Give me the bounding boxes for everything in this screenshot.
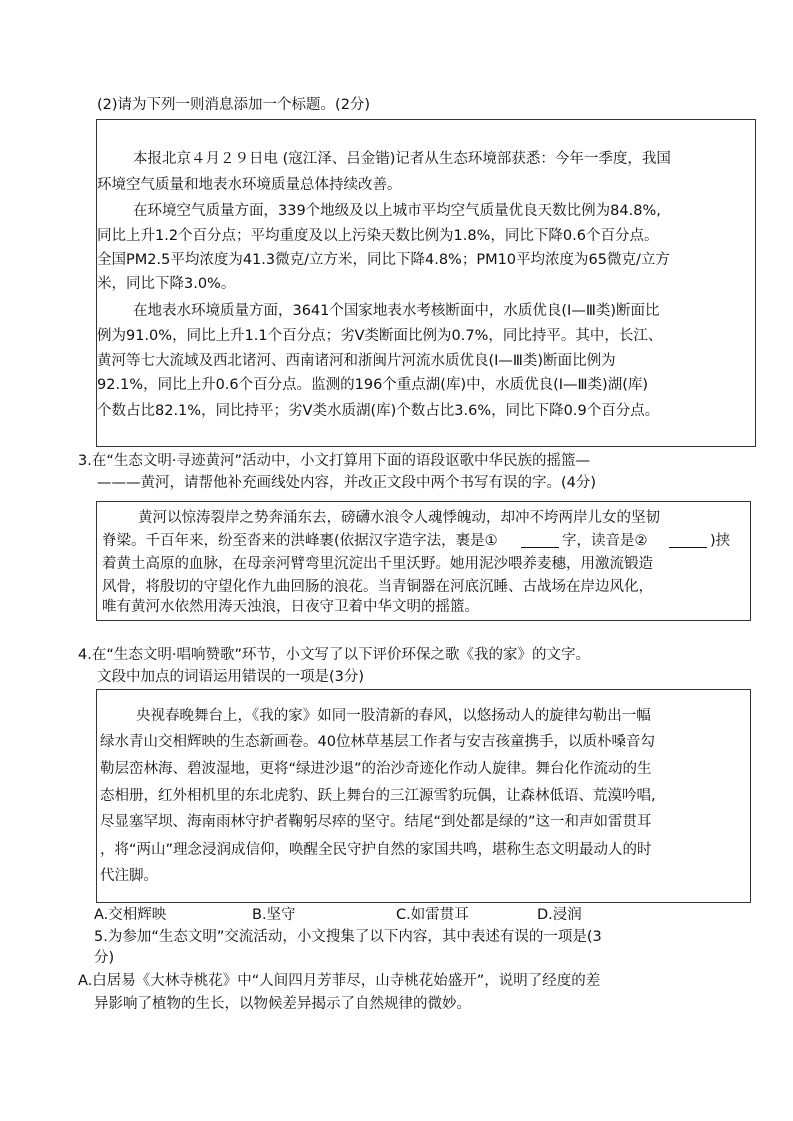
q4-passage-line: 代注脚。 <box>100 868 158 884</box>
q3-passage-line: 着黄土高原的血脉，在母亲河臂弯里沉淀出千里沃野。她用泥沙喂养麦穗，用激流锻造 <box>102 556 653 572</box>
q5-option-a-line[interactable]: A.白居易《大林寺桃花》中“人间四月芳菲尽，山寺桃花始盛开”，说明了经度的差 <box>78 973 601 989</box>
q4-passage-line: 央视春晚舞台上，《我的家》如同一股清新的春风，以悠扬动人的旋律勾勒出一幅 <box>136 708 651 724</box>
q3-passage-line: 唯有黄河水依然用涛天浊浪，日夜守卫着中华文明的摇篮。 <box>102 599 479 615</box>
q3-passage-line: 黄河以惊涛裂岸之势奔涌东去，磅礴水浪令人魂悸魄动，却冲不垮两岸儿女的坚韧 <box>138 510 660 526</box>
q3-passage-line: 脊梁。千百年来，纷至沓来的洪峰裹(依据汉字造字法，裹是① <box>102 533 498 549</box>
q2-news-line: 在环境空气质量方面，339个地级及以上城市平均空气质量优良天数比例为84.8%, <box>133 203 661 219</box>
q2-news-line: 环境空气质量和地表水环境质量总体持续改善。 <box>97 177 402 193</box>
q2-news-line: 黄河等七大流域及西北诸河、西南诸河和浙闽片河流水质优良(Ⅰ—Ⅲ类)断面比例为 <box>97 353 616 369</box>
q2-news-line: 全国PM2.5平均浓度为41.3微克/立方米，同比下降4.8%；PM10平均浓度为65微克/立方 <box>97 252 670 268</box>
q5-option-a-line: 异影响了植物的生长，以物候差异揭示了自然规律的微妙。 <box>94 996 471 1012</box>
q3-blank-2[interactable] <box>669 547 707 548</box>
q4-option-d[interactable]: D.浸润 <box>537 907 582 923</box>
q5-prompt-line: 分) <box>94 950 115 966</box>
q3-passage-line: )挟 <box>710 533 731 549</box>
q4-option-b[interactable]: B.坚守 <box>252 907 296 923</box>
q3-passage-line: 风骨，将殷切的守望化作九曲回肠的浪花。当青铜器在河底沉睡、古战场在岸边风化， <box>102 579 653 595</box>
q2-news-line: 92.1%，同比上升0.6个百分点。监测的196个重点湖(库)中，水质优良(Ⅰ—Ⅲ类)湖(库) <box>97 377 649 393</box>
q2-news-line: 个数占比82.1%，同比持平；劣Ⅴ类水质湖(库)个数占比3.6%，同比下降0.9个百分点。 <box>97 403 660 419</box>
q4-passage-line: 态相册，红外相机里的东北虎豹、跃上舞台的三江源雪豹玩偶，让森林低语、荒漠吟唱, <box>100 788 656 804</box>
q3-blank-1[interactable] <box>521 547 559 548</box>
q2-prompt: (2)请为下列一则消息添加一个标题。(2分) <box>97 97 371 113</box>
q3-prompt-line: 3.在“生态文明·寻迹黄河”活动中，小文打算用下面的语段讴歌中华民族的摇篮— <box>78 453 590 469</box>
q4-prompt-line: 文段中加点的词语运用错误的一项是(3分) <box>97 669 365 685</box>
q2-news-line: 例为91.0%，同比上升1.1个百分点；劣Ⅴ类断面比例为0.7%，同比持平。其中，长江、 <box>97 328 663 344</box>
q4-passage-line: 勒层峦林海、碧波湿地，更将“绿进沙退”的治沙奇迹化作动人旋律。舞台化作流动的生 <box>100 761 652 777</box>
q2-news-line: 在地表水环境质量方面，3641个国家地表水考核断面中，水质优良(Ⅰ—Ⅲ类)断面比 <box>133 303 660 319</box>
q2-news-line: 本报北京４月２９日电 (寇江泽、吕金锴)记者从生态环境部获悉：今年一季度，我国 <box>133 151 671 167</box>
q4-option-c[interactable]: C.如雷贯耳 <box>396 907 469 923</box>
q4-passage-line: 尽显塞罕坝、海南雨林守护者鞠躬尽瘁的坚守。结尾“到处都是绿的”这一和声如雷贯耳 <box>100 814 652 830</box>
q4-passage-line: 绿水青山交相辉映的生态新画卷。40位林草基层工作者与安吉孩童携手，以质朴嗓音勾 <box>100 734 655 750</box>
q3-prompt-line: ———黄河，请帮他补充画线处内容，并改正文段中两个书写有误的字。(4分) <box>97 475 597 491</box>
q4-passage-line: ，将“两山”理念浸润成信仰，唤醒全民守护自然的家国共鸣，堪称生态文明最动人的时 <box>100 842 652 858</box>
q4-prompt-line: 4.在“生态文明·唱响赞歌”环节，小文写了以下评价环保之歌《我的家》的文字。 <box>78 647 590 663</box>
q5-prompt-line: 5.为参加“生态文明”交流活动，小文搜集了以下内容，其中表述有误的一项是(3 <box>94 929 602 945</box>
q2-news-line: 米，同比下降3.0%。 <box>97 276 236 292</box>
q4-option-a[interactable]: A.交相辉映 <box>94 907 167 923</box>
q3-passage-line: 字，读音是② <box>562 533 648 549</box>
q2-news-line: 同比上升1.2个百分点；平均重度及以上污染天数比例为1.8%，同比下降0.6个百分点。 <box>97 228 659 244</box>
